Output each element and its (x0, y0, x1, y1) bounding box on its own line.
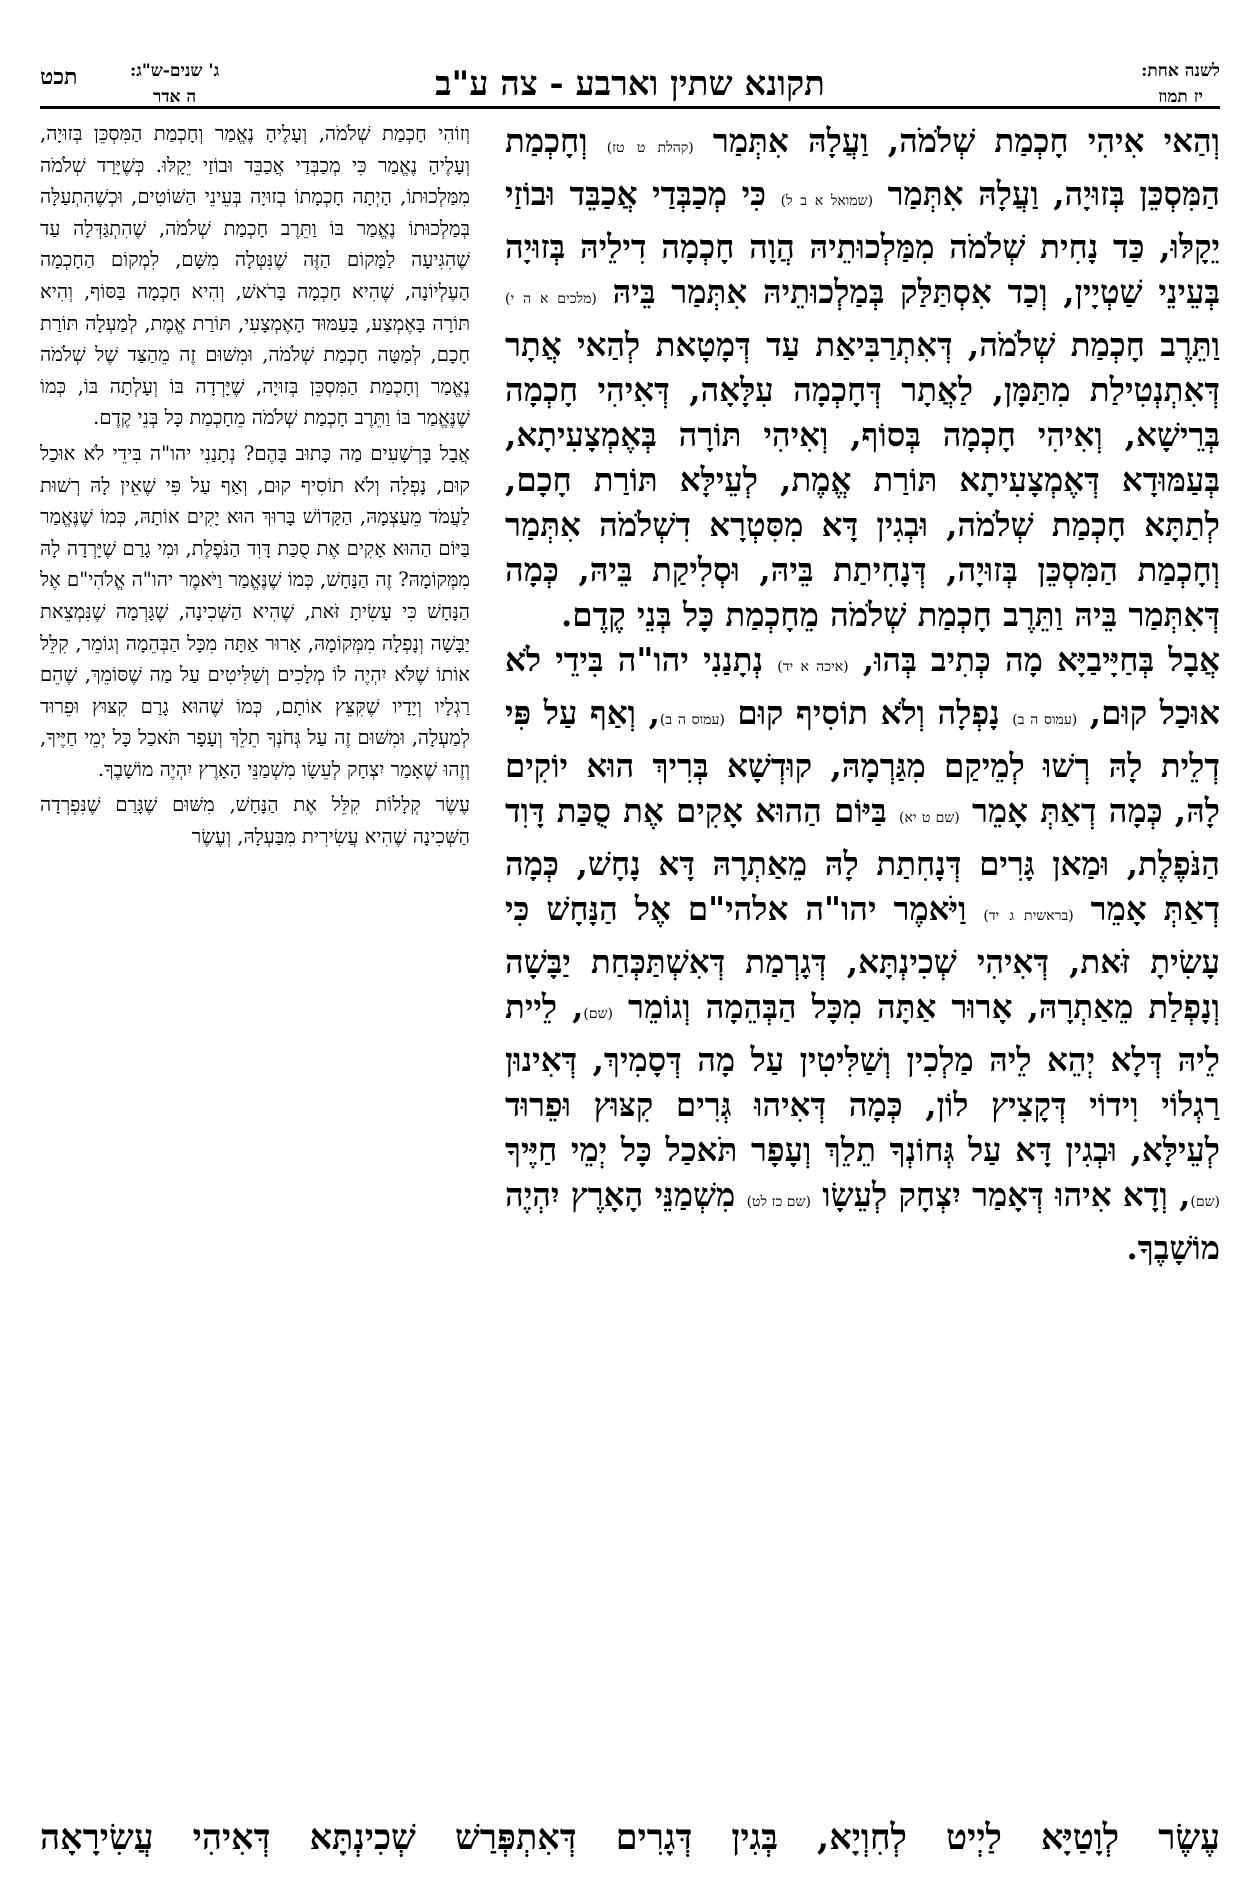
scripture-reference: (עמוס ה ב) (659, 712, 725, 728)
main-text-segment: וְחָכְמַת הַמִּסְכֵּן בְּזוּיָה, וַעֲלָהּ אִתְּמַר (505, 121, 1220, 213)
main-text-segment: וַתֵּרֶב חָכְמַת שְׁלֹמֹה, דְּאִתְרַבִּיאַת עַד דְּמָטָאת לְהַאי אֲתָר דְּאִתְנְטִילַת מִתַּמָּן, לַאֲתָר דְּחָכְמָה עִלָּאָה, דְּאִיהִי חָכְמָה בְּרֵישָׁא, וְאִיהִי חָכְמָה בְּסוֹף, וְאִיהִי תּוֹרָה בְּאֶמְצָעִיתָא, בְּעַמּוּדָא דְּאֶמְצָעִיתָא תּוֹרַת אֱמֶת, לְעֵילָּא תּוֹרַת חָכָם, לְתַתָּא חָכְמַת שְׁלֹמֹה, וּבְגִין דָּא מִסִּטְרָא דִשְׁלֹמֹה אִתְּמַר וְחָכְמַת הַמִּסְכֵּן בְּזוּיָה, דְּנָחִיתַת בֵּיהּ, וּסְלִיקַת בֵּיהּ, כְּמָה דְּאִתְּמַר בֵּיהּ וַתֵּרֶב חָכְמַת שְׁלֹמֹה מֵחָכְמַת כָּל בְּנֵי קֶדֶם. (505, 325, 1220, 634)
translation-column (40, 118, 470, 1808)
main-text-segment: נְתָנַנִי יהו"ה בִּידֵי לֹא אוּכַל קוּם, (505, 640, 1220, 732)
scripture-reference: (עמוס ה ב) (1012, 712, 1078, 728)
scripture-reference: (שם כז לט) (746, 1194, 811, 1210)
scripture-reference: (איכה א יד) (777, 659, 849, 675)
header-date-three-years (130, 58, 219, 110)
header-right-line1: לשנה אחת: (1141, 61, 1220, 81)
translation-paragraph-1: וְזוֹהִי חָכְמַת שְׁלֹמֹה, וְעָלֶיהָ נֶאֱמַר וְחָכְמַת הַמִּסְכֵּן בְּזוּיָה, וְעָלֶיהָ נֶאֱמַר כִּי מְכַבְּדַי אֲכַבֵּד וּבוֹזַי יֵקָלּוּ. כְּשֶׁיָּרַד שְׁלֹמֹה מִמַּלְכוּתוֹ, הָיְתָה חָכְמָתוֹ בְזוּיָה בְּעֵינֵי הַשּׁוֹטִים, וּכְשֶׁהִתְעַלָּה בְּמַלְכוּתוֹ נֶאֱמַר בּוֹ וַתֵּרֶב חָכְמַת שְׁלֹמֹה, שֶׁהִתְגַּדְּלָה עַד שֶׁהִגִּיעָה לַמָּקוֹם הַזֶּה שֶׁנִּטְּלָה מִשָּׁם, לִמְקוֹם הַחָכְמָה הָעֶלְיוֹנָה, שֶׁהִיא חָכְמָה בָּרֹאשׁ, וְהִיא חָכְמָה בַּסּוֹף, וְהִיא תּוֹרָה בָּאֶמְצַע, בָּעַמּוּד הָאֶמְצָעִי, תּוֹרַת אֱמֶת, לְמַעְלָה תּוֹרַת חָכָם, לְמַטָּה חָכְמַת שְׁלֹמֹה, וּמִשּׁוּם זֶה מֵהַצַּד שֶׁל שְׁלֹמֹה נֶאֱמַר וְחָכְמַת הַמִּסְכֵּן בְּזוּיָה, שֶׁיָּרְדָה בּוֹ וְעָלְתָה בּוֹ, כְּמוֹ שֶׁנֶּאֱמַר בּוֹ וַתֵּרֶב חָכְמַת שְׁלֹמֹה מֵחָכְמַת כָּל בְּנֵי קֶדֶם. (40, 122, 470, 430)
main-text-segment: , וְאַף עַל פִּי דְלֵית לָהּ רְשׁוּ לְמֵיקַם מִגַּרְמָהּ, קוּדְשָׁא בְּרִיךְ הוּא יוֹקִים לָהּ, כְּמָה דְאַתְּ אָמֵר (505, 693, 1220, 830)
translation-paragraph-2: אֲבָל בָּרְשָׁעִים מַה כָּתוּב בָּהֶם? נְתָנַנִי יהו"ה בִּידֵי לֹא אוּכַל קוּם, נָפְלָה וְלֹא תוֹסִיף קוּם, וְאַף עַל פִּי שֶׁאֵין לָהּ רְשׁוּת לַעֲמֹד מֵעַצְמָהּ, הַקָּדוֹשׁ בָּרוּךְ הוּא יָקִים אוֹתָהּ, כְּמוֹ שֶׁנֶּאֱמַר בַּיּוֹם הַהוּא אָקִים אֶת סֻכַּת דָּוִד הַנֹּפֶלֶת, וּמִי גָרַם שֶׁיָּרְדָה לָהּ מִמְּקוֹמָהּ? זֶה הַנָּחָשׁ, כְּמוֹ שֶׁנֶּאֱמַר וַיֹּאמֶר יהו"ה אֱלֹהִי"ם אֶל הַנָּחָשׁ כִּי עָשִׂיתָ זֹּאת, שֶׁהִיא הַשְּׁכִינָה, שֶׁגָּרְמָה שֶׁנִּמְצֵאת יַבָּשָׁה וְנָפְלָה מִמְּקוֹמָהּ, אָרוּר אַתָּה מִכָּל הַבְּהֵמָה וְגוֹמֵר, קִלֵּל אוֹתוֹ שֶׁלֹּא יִהְיֶה לוֹ מְלָכִים וְשַׁלִּיטִים עַל מַה שֶׁסּוֹמֵךְ, שֶׁהֵם רַגְלָיו וְיָדָיו שֶׁקִּצֵּץ אוֹתָם, כְּמוֹ שֶׁהוּא גָרַם קִצּוּץ וּפֵרוּד לְמַעְלָה, וּמִשּׁוּם זֶה עַל גְּחֹנְךָ תֵלֵךְ וְעָפָר תֹּאכַל כָּל יְמֵי חַיֶּיךָ, וְזֶהוּ שֶׁאָמַר יִצְחָק לְעֵשָׂו מִשְׁמַנֵּי הָאָרֶץ יִהְיֶה מוֹשָׁבֶךָ. (40, 441, 470, 781)
main-text-segment: כִּי מְכַבְּדַי אֲכַבֵּד וּבוֹזַי יֵקָלּוּ, כַּד נָחִית שְׁלֹמֹה מִמַּלְכוּתֵיהּ הֲוָה חָכְמָה דִילֵיהּ בְּזוּיָה בְּעֵינֵי שַׁטְיָין, וְכַד אִסְתַּלַּק בְּמַלְכוּתֵיהּ אִתְּמַר בֵּיהּ (505, 174, 1220, 311)
main-text-segment: וַיֹּאמֶר יהו"ה אלהי"ם אֶל הַנָּחָשׁ כִּי עָשִׂיתָ זֹּאת, דְּאִיהִי שְׁכִינְתָּא, דְּגָרְמַת דְּאִשְׁתַּכְּחַת יַבָּשָׁה וְנָפְלַת מֵאַתְרָהּ, אָרוּר אַתָּה מִכָּל הַבְּהֵמָה וְגוֹמֵר (505, 889, 1220, 1026)
header-left-line2: ה אדר (153, 87, 197, 107)
scripture-reference: (שם) (583, 1006, 613, 1022)
main-paragraph-1 (505, 118, 1220, 637)
scripture-reference: (קהלת ט טז) (606, 140, 694, 156)
header-divider (40, 106, 1220, 109)
main-text-segment: וְהַאי אִיהִי חָכְמַת שְׁלֹמֹה, וַעֲלָהּ אִתְּמַר (693, 121, 1220, 160)
translation-paragraph-3: עֶשֶׂר קְלָלוֹת קִלֵּל אֶת הַנָּחָשׁ, מִשּׁוּם שֶׁגָּרַם שֶׁנִּפְרְדָה הַשְּׁכִינָה שֶׁהִיא עֲשִׂירִית מִבַּעְלָהּ, וְעֶשֶׂר (40, 793, 470, 849)
main-text-column (505, 118, 1220, 1808)
header-right-line2: יז תמוז (1158, 87, 1203, 107)
scripture-reference: (שם ט יא) (899, 810, 960, 826)
main-paragraph-2 (505, 637, 1220, 1270)
page-title: תקונא שתין וארבע - צה ע"ב (435, 64, 825, 104)
scripture-reference: (שם) (1190, 1194, 1220, 1210)
folio-number: תכט (40, 64, 78, 90)
main-text-segment: , לֵיית לֵיהּ דְּלָא יְהֵא לֵיהּ מַלְכִין וְשַׁלִּיטִין עַל מָה דְּסָמִיךְ, דְּאִינוּן רַגְלוֹי וִידוֹי דְּקָצִיץ לוֹן, כְּמָה דְּאִיהוּ גְּרִים קִצּוּץ וּפֵרוּד לְעֵילָּא, וּבְגִין דָּא עַל גְּחוֹנְךָ תֵלֵךְ וְעָפָר תֹּאכַל כָּל יְמֵי חַיֶּיךָ (505, 987, 1220, 1169)
main-text-segment: בַּיּוֹם הַהוּא אָקִים אֶת סֻכַּת דָּוִד הַנֹּפֶלֶת, וּמַאן גָּרִים דְּנָחִתַת לָהּ מֵאַתְרָהּ דָּא נָחָשׁ, כְּמָה דְאַתְּ אָמֵר (505, 791, 1220, 928)
main-text-segment: , וְדָא אִיהוּ דְּאָמַר יִצְחָק לְעֵשָׂו (810, 1175, 1191, 1214)
main-text-segment: מִשְׁמַנֵּי הָאָרֶץ יִהְיֶה מוֹשָׁבֶךָ. (505, 1175, 1220, 1267)
main-text-segment: נָפְלָה וְלֹא תוֹסִיף קוּם (724, 693, 1013, 732)
header-left-line1: ג' שנים-ש"ג: (130, 61, 220, 81)
scripture-reference: (בראשית ג יד) (983, 908, 1074, 924)
scripture-reference: (מלכים א ה י) (505, 291, 597, 307)
main-text-segment: אֲבָל בְּחַיָּיבַיָּא מָה כְּתִיב בְּהוּ, (848, 640, 1220, 679)
continuation-line: עֶשֶׂר לְוָטַיָּא לַיְיט לְחִוְיָא, בְּגִין דְּגָרִים דְּאִתְפְּרַשׁ שְׁכִינְתָּא דְּאִיהִי עֲשִׂירָאָה (40, 1817, 1220, 1858)
scripture-reference: (שמואל א ב ל) (780, 193, 874, 209)
